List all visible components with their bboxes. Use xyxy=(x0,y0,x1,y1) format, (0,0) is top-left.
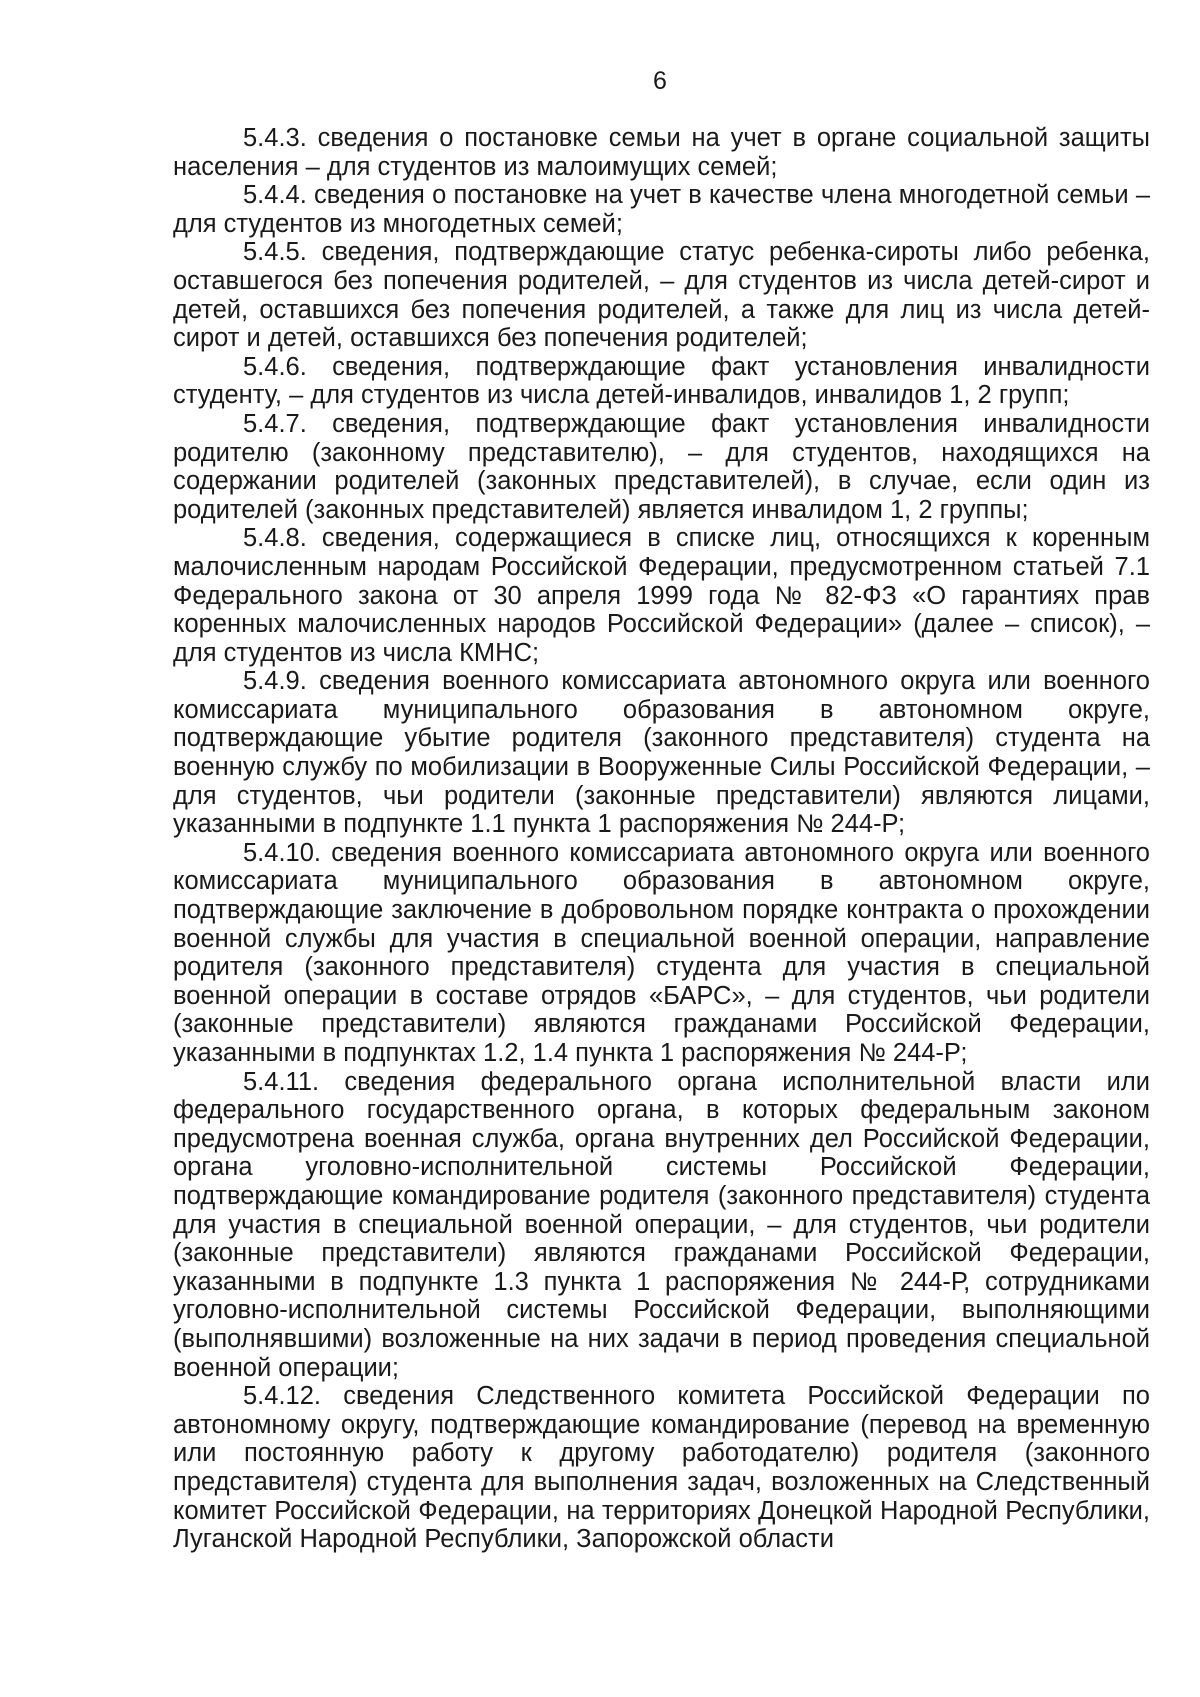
paragraph-5-4-5: 5.4.5. сведения, подтверждающие статус ребенка-сироты либо ребенка, оставшегося без попечения родителей, – для студентов из числа детей-сирот и детей, оставшихся без попечения родителей, а также для лиц из числа детей-сирот и детей, оставшихся без попечения родителей; xyxy=(173,238,1150,353)
paragraph-5-4-9: 5.4.9. сведения военного комиссариата автономного округа или военного комиссариата муниципального образования в автономном округе, подтверждающие убытие родителя (законного представителя) студента на военную службу по мобилизации в Вооруженные Силы Российской Федерации, – для студентов, чьи родители (законные представители) являются лицами, указанными в подпункте 1.1 пункта 1 распоряжения № 244-Р; xyxy=(173,667,1150,839)
page-number: 6 xyxy=(653,67,667,95)
paragraph-5-4-8: 5.4.8. сведения, содержащиеся в списке лиц, относящихся к коренным малочисленным народам Российской Федерации, предусмотренном статьей 7.1 Федерального закона от 30 апреля 1999 года № 82-ФЗ «О гарантиях прав коренных малочисленных народов Российской Федерации» (далее – список), – для студентов из числа КМНС; xyxy=(173,524,1150,667)
paragraph-5-4-10: 5.4.10. сведения военного комиссариата автономного округа или военного комиссариата муниципального образования в автономном округе, подтверждающие заключение в добровольном порядке контракта о прохождении военной службы для участия в специальной военной операции, направление родителя (законного представителя) студента для участия в специальной военной операции в составе отрядов «БАРС», – для студентов, чьи родители (законные представители) являются гражданами Российской Федерации, указанными в подпунктах 1.2, 1.4 пункта 1 распоряжения № 244-Р; xyxy=(173,838,1150,1067)
paragraph-5-4-12: 5.4.12. сведения Следственного комитета Российской Федерации по автономному округу, подтверждающие командирование (перевод на временную или постоянную работу к другому работодателю) родителя (законного представителя) студента для выполнения задач, возложенных на Следственный комитет Российской Федерации, на территориях Донецкой Народной Республики, Луганской Народной Республики, Запорожской области xyxy=(173,1382,1150,1554)
paragraph-5-4-3: 5.4.3. сведения о постановке семьи на учет в органе социальной защиты населения – для студентов из малоимущих семей; xyxy=(173,124,1150,181)
paragraph-5-4-6: 5.4.6. сведения, подтверждающие факт установления инвалидности студенту, – для студентов из числа детей-инвалидов, инвалидов 1, 2 групп; xyxy=(173,352,1150,410)
paragraph-5-4-7: 5.4.7. сведения, подтверждающие факт установления инвалидности родителю (законному представителю), – для студентов, находящихся на содержании родителей (законных представителей), в случае, если один из родителей (законных представителей) является инвалидом 1, 2 группы; xyxy=(173,409,1150,524)
paragraph-5-4-11: 5.4.11. сведения федерального органа исполнительной власти или федерального государственного органа, в которых федеральным законом предусмотрена военная служба, органа внутренних дел Российской Федерации, органа уголовно-исполнительной системы Российской Федерации, подтверждающие командирование родителя (законного представителя) студента для участия в специальной военной операции, – для студентов, чьи родители (законные представители) являются гражданами Российской Федерации, указанными в подпункте 1.3 пункта 1 распоряжения № 244-Р, сотрудниками уголовно-исполнительной системы Российской Федерации, выполняющими (выполнявшими) возложенные на них задачи в период проведения специальной военной операции; xyxy=(173,1067,1150,1382)
document-body xyxy=(173,124,1150,1554)
paragraph-5-4-4: 5.4.4. сведения о постановке на учет в качестве члена многодетной семьи – для студентов из многодетных семей; xyxy=(173,181,1150,238)
